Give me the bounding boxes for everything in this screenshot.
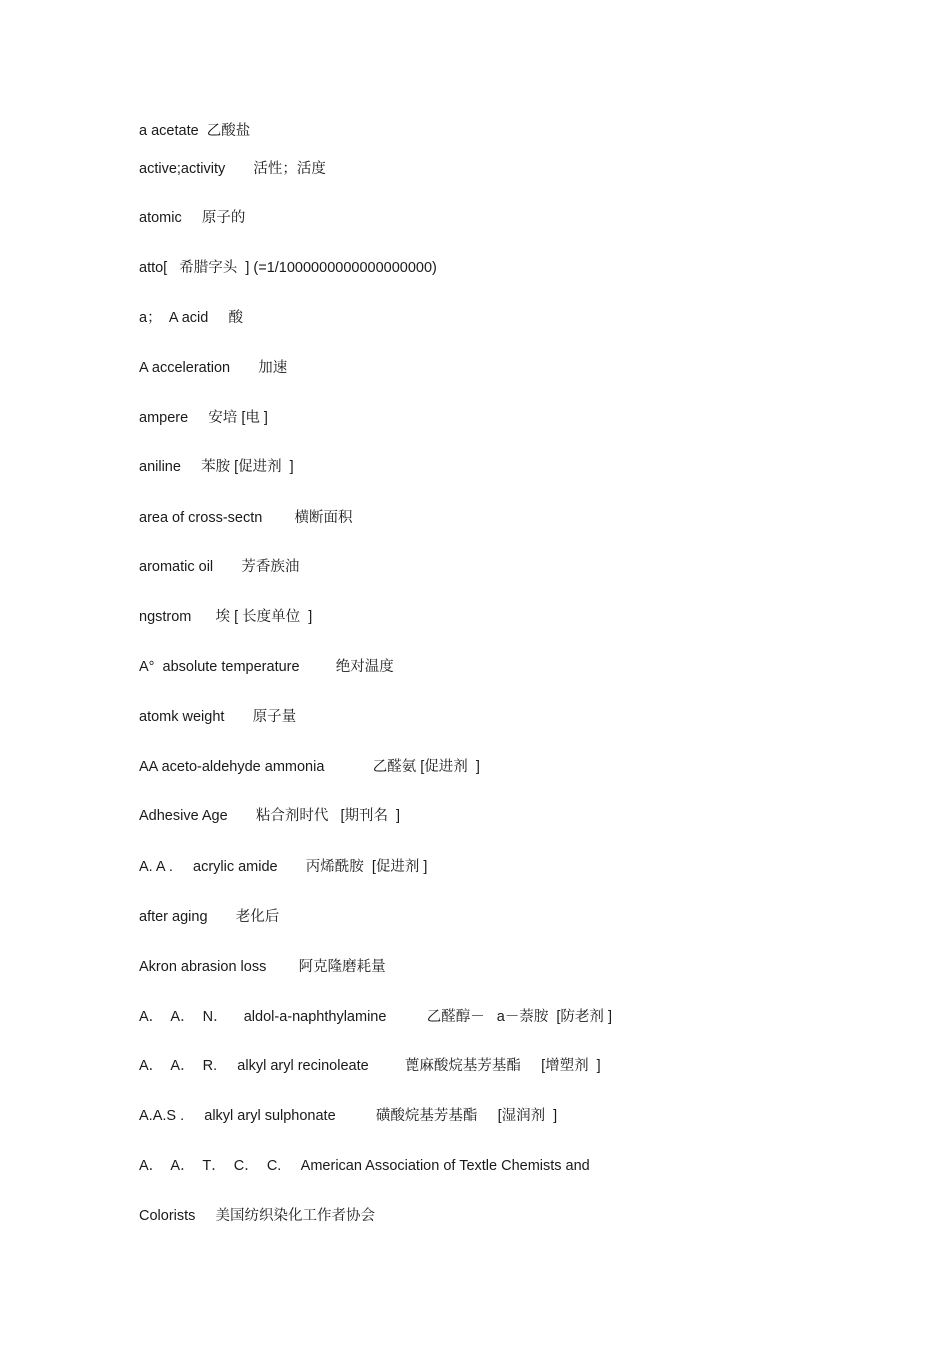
glossary-entry: A． A． N． aldol-a-naphthylamine 乙醛醇－ a－萘胺 [防老剂 ] bbox=[139, 1009, 612, 1025]
glossary-entry: atto[ 希腊字头 ] (=1/1000000000000000000) bbox=[139, 260, 437, 276]
glossary-entry: ampere 安培 [电 ] bbox=[139, 410, 268, 426]
glossary-entry: a； A acid 酸 bbox=[139, 310, 243, 326]
glossary-entry: A.A.S . alkyl aryl sulphonate 磺酸烷基芳基酯 [湿润剂 ] bbox=[139, 1108, 558, 1124]
glossary-entry: A acceleration 加速 bbox=[139, 360, 288, 376]
glossary-entry: AA aceto-aldehyde ammonia 乙醛氨 [促进剂 ] bbox=[139, 759, 480, 775]
glossary-entry: atomk weight 原子量 bbox=[139, 709, 297, 725]
glossary-entry: A. A . acrylic amide 丙烯酰胺 [促进剂 ] bbox=[139, 859, 428, 875]
glossary-entry-continuation: Colorists 美国纺织染化工作者协会 bbox=[139, 1208, 376, 1224]
glossary-entry: ngstrom 埃 [ 长度单位 ] bbox=[139, 609, 313, 625]
glossary-entry: after aging 老化后 bbox=[139, 909, 280, 925]
glossary-entry: Adhesive Age 粘合剂时代 [期刊名 ] bbox=[139, 808, 401, 824]
glossary-entry: Akron abrasion loss 阿克隆磨耗量 bbox=[139, 959, 386, 975]
glossary-entry: aniline 苯胺 [促进剂 ] bbox=[139, 459, 294, 475]
glossary-entry: atomic 原子的 bbox=[139, 210, 246, 226]
glossary-entry: A． A． T． C． C. American Association of Textle Chemists and bbox=[139, 1158, 590, 1174]
glossary-entry: aromatic oil 芳香族油 bbox=[139, 559, 300, 575]
glossary-entry: A° absolute temperature 绝对温度 bbox=[139, 659, 394, 675]
glossary-entry: A． A． R. alkyl aryl recinoleate 蓖麻酸烷基芳基酯 [增塑剂 ] bbox=[139, 1058, 601, 1074]
glossary-entry: active;activity 活性；活度 bbox=[139, 161, 326, 177]
glossary-entry: a acetate 乙酸盐 bbox=[139, 123, 251, 139]
glossary-entry: area of cross-sectn 横断面积 bbox=[139, 510, 353, 526]
